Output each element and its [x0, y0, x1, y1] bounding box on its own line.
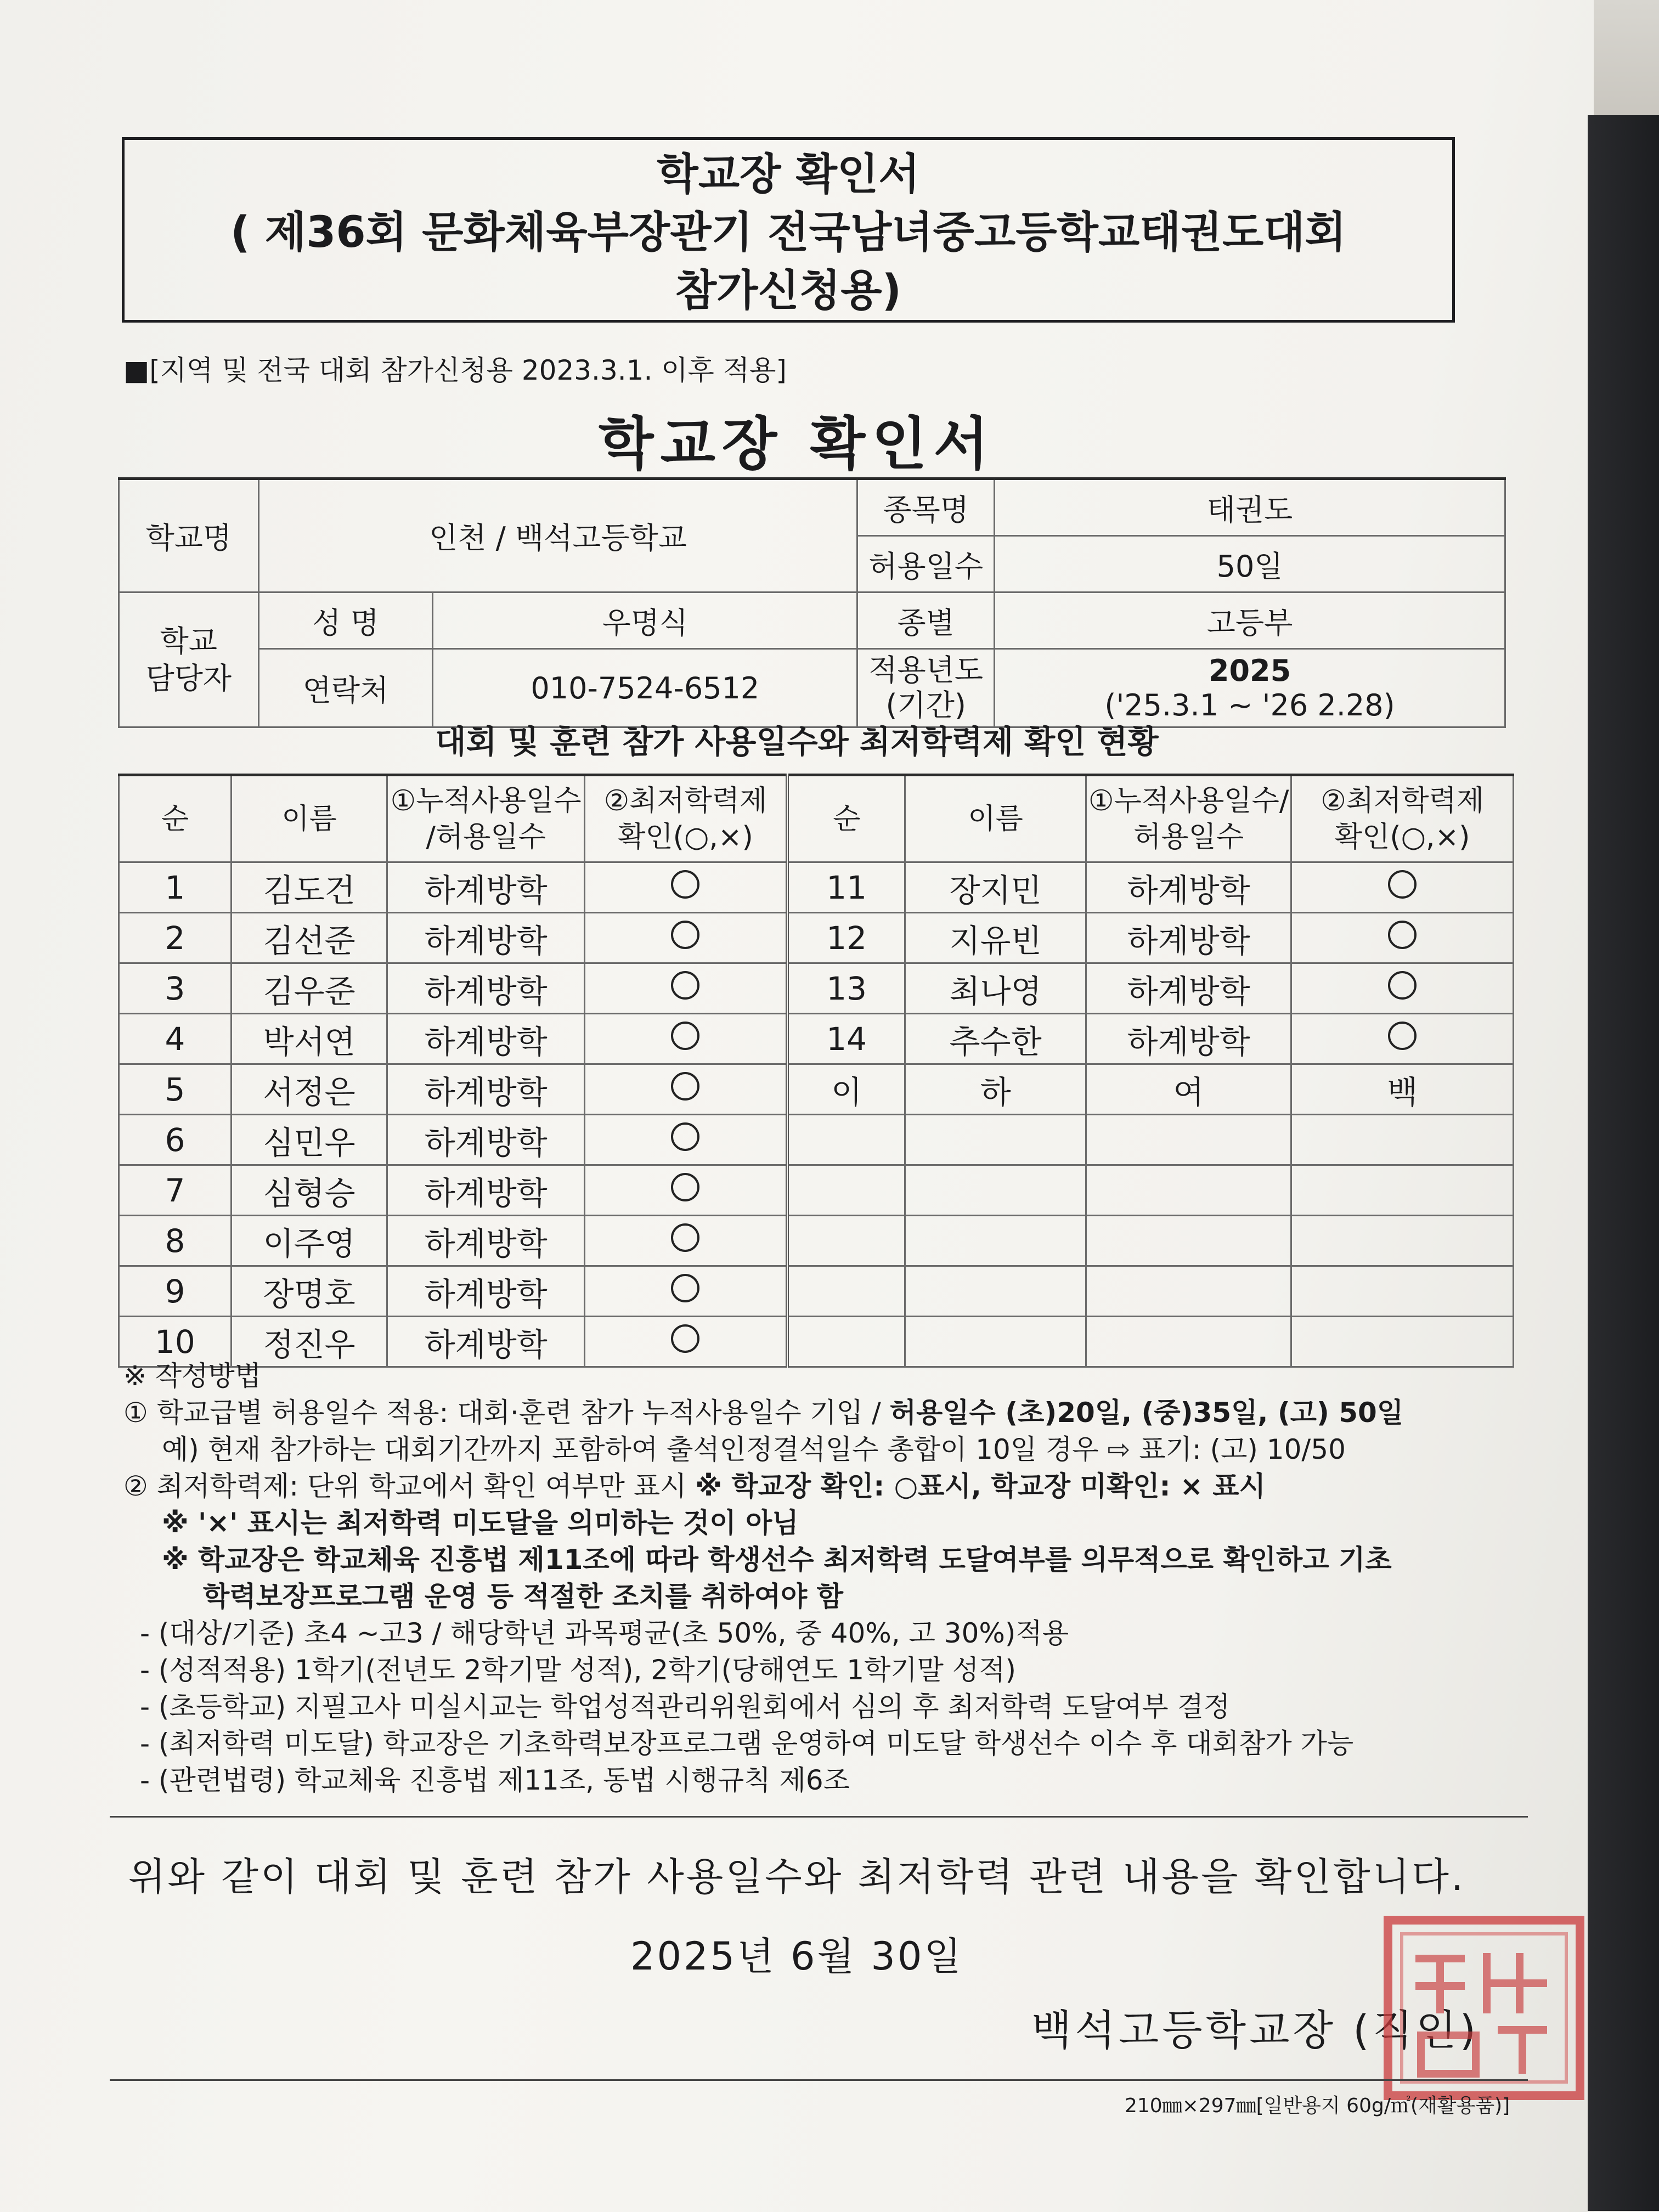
- empty-cell: [787, 1165, 905, 1216]
- row-number: 3: [119, 963, 232, 1014]
- empty-cell: [905, 1216, 1086, 1266]
- usage-days: 하계방학: [387, 963, 585, 1014]
- circle-mark-icon: [1388, 870, 1417, 899]
- year-period: ('25.3.1 ~ '26 2.28): [1104, 688, 1395, 723]
- usage-days: 하계방학: [1086, 913, 1291, 963]
- athlete-name: 정진우: [231, 1317, 387, 1367]
- row-number: 14: [787, 1014, 905, 1064]
- row-number: 2: [119, 913, 232, 963]
- year-label: 적용년도 (기간): [857, 649, 995, 727]
- athlete-name: 장지민: [905, 862, 1086, 913]
- instruction-line: - (성적적용) 1학기(전년도 2학기말 성적), 2학기(당해연도 1학기말 성적): [140, 1654, 1016, 1686]
- year-value: 2025: [1208, 653, 1291, 688]
- academic-check: [584, 1165, 787, 1216]
- circle-mark-icon: [1388, 921, 1417, 949]
- row-number: 12: [787, 913, 905, 963]
- instruction-line: - (관련법령) 학교체육 진흥법 제11조, 동법 시행규칙 제6조: [140, 1764, 850, 1796]
- official-seal-stamp: [1377, 1909, 1591, 2107]
- circle-mark-icon: [1388, 1022, 1417, 1050]
- row-number: 13: [787, 963, 905, 1014]
- empty-cell: [1086, 1216, 1291, 1266]
- athlete-name: 심민우: [231, 1115, 387, 1165]
- table-row: [119, 963, 1514, 1014]
- instructions: [123, 1358, 1528, 1799]
- row-number: 7: [119, 1165, 232, 1216]
- academic-check: [1291, 913, 1514, 963]
- header-box: [122, 137, 1455, 323]
- empty-cell: [1291, 1266, 1514, 1317]
- row-number: 9: [119, 1266, 232, 1317]
- usage-days: 하계방학: [387, 1064, 585, 1115]
- instruction-emphasis: ※ 학교장 확인: ○표시, 학교장 미확인: × 표시: [695, 1470, 1266, 1502]
- academic-check: [584, 862, 787, 913]
- athlete-name: 장명호: [231, 1266, 387, 1317]
- empty-cell: [1086, 1165, 1291, 1216]
- academic-check: [1291, 1014, 1514, 1064]
- applicability-note: ■[지역 및 전국 대회 참가신청용 2023.3.1. 이후 적용]: [123, 354, 787, 386]
- header-days: ①누적사용일수 /허용일수: [387, 775, 585, 862]
- info-table: [118, 477, 1506, 728]
- header-days-right: ①누적사용일수/ 허용일수: [1086, 775, 1291, 862]
- header-no-right: 순: [787, 775, 905, 862]
- instruction-line: ※ '×' 표시는 최저학력 미도달을 의미하는 것이 아님: [162, 1507, 799, 1539]
- row-number: 1: [119, 862, 232, 913]
- athlete-name: 서정은: [231, 1064, 387, 1115]
- table-row: [119, 913, 1514, 963]
- instruction-line: [123, 1468, 1528, 1505]
- header-name: 이름: [231, 775, 387, 862]
- status-subtitle: 대회 및 훈련 참가 사용일수와 최저학력제 확인 현황: [435, 723, 1159, 760]
- athlete-name: 박서연: [231, 1014, 387, 1064]
- row-number: 6: [119, 1115, 232, 1165]
- header-line-3: 참가신청용): [675, 266, 902, 315]
- sport-label: 종목명: [857, 479, 995, 536]
- empty-cell: [787, 1216, 905, 1266]
- usage-days: 하계방학: [1086, 862, 1291, 913]
- usage-days: 하계방학: [387, 862, 585, 913]
- instruction-line: - (대상/기준) 초4 ~고3 / 해당학년 과목평균(초 50%, 중 40%, 고 30%)적용: [140, 1617, 1069, 1649]
- usage-days: 하계방학: [387, 1317, 585, 1367]
- header-line-1: 학교장 확인서: [657, 150, 920, 199]
- athlete-name: 최나영: [905, 963, 1086, 1014]
- blank-marker: 여: [1086, 1064, 1291, 1115]
- usage-days: 하계방학: [387, 1115, 585, 1165]
- table-row: [119, 1115, 1514, 1165]
- row-number: 11: [787, 862, 905, 913]
- athlete-name: 심형승: [231, 1165, 387, 1216]
- athlete-name: 김우준: [231, 963, 387, 1014]
- background-folder-edge: [1588, 115, 1659, 2211]
- academic-check: [584, 1216, 787, 1266]
- table-row: [119, 1216, 1514, 1266]
- blank-marker: 이: [787, 1064, 905, 1115]
- header-no: 순: [119, 775, 232, 862]
- empty-cell: [1291, 1165, 1514, 1216]
- instruction-line: 예) 현재 참가하는 대회기간까지 포함하여 출석인정결석일수 총합이 10일 경우 ⇨ 표기: (고) 10/50: [162, 1434, 1346, 1465]
- instruction-line: [123, 1395, 1528, 1431]
- table-row: [119, 862, 1514, 913]
- circle-mark-icon: [1388, 971, 1417, 1000]
- academic-check: [1291, 862, 1514, 913]
- allowed-days-value: 50일: [995, 536, 1505, 592]
- athlete-name: 김도건: [231, 862, 387, 913]
- divider: [110, 1816, 1528, 1818]
- header-name-right: 이름: [905, 775, 1086, 862]
- academic-check: [584, 1266, 787, 1317]
- academic-check: [584, 1115, 787, 1165]
- instructions-heading: ※ 작성방법: [123, 1360, 261, 1392]
- academic-check: [584, 1064, 787, 1115]
- circle-mark-icon: [671, 1122, 699, 1151]
- academic-check: [584, 963, 787, 1014]
- circle-mark-icon: [671, 1022, 699, 1050]
- instruction-emphasis: 허용일수 (초)20일, (중)35일, (고) 50일: [889, 1397, 1404, 1429]
- blank-marker: 백: [1291, 1064, 1514, 1115]
- circle-mark-icon: [671, 1072, 699, 1101]
- confirmation-date: 2025년 6월 30일: [630, 1934, 964, 1979]
- instruction-line: - (초등학교) 지필고사 미실시교는 학업성적관리위원회에서 심의 후 최저학력 도달여부 결정: [140, 1691, 1231, 1723]
- empty-cell: [787, 1266, 905, 1317]
- empty-cell: [905, 1266, 1086, 1317]
- usage-days: 하계방학: [387, 1014, 585, 1064]
- circle-mark-icon: [671, 870, 699, 899]
- background-surface: [1594, 0, 1659, 115]
- circle-mark-icon: [671, 1223, 699, 1252]
- empty-cell: [1291, 1216, 1514, 1266]
- table-row: [119, 1266, 1514, 1317]
- usage-days: 하계방학: [387, 1165, 585, 1216]
- school-value: 인천 / 백석고등학교: [258, 479, 857, 592]
- sport-value: 태권도: [995, 479, 1505, 536]
- circle-mark-icon: [671, 971, 699, 1000]
- usage-days: 하계방학: [387, 1216, 585, 1266]
- usage-days: 하계방학: [1086, 963, 1291, 1014]
- circle-mark-icon: [671, 921, 699, 949]
- header-check-right: ②최저학력제 확인(○,×): [1291, 775, 1514, 862]
- usage-days: 하계방학: [1086, 1014, 1291, 1064]
- circle-mark-icon: [671, 1173, 699, 1201]
- instruction-line: 학력보장프로그램 운영 등 적절한 조치를 취하여야 함: [203, 1581, 844, 1612]
- table-row: [119, 1064, 1514, 1115]
- blank-marker: 하: [905, 1064, 1086, 1115]
- academic-check: [1291, 963, 1514, 1014]
- contact-label: 연락처: [258, 649, 433, 727]
- manager-label: 학교 담당자: [119, 592, 259, 727]
- athlete-table: [118, 774, 1514, 1368]
- row-number: 5: [119, 1064, 232, 1115]
- athlete-name: 지유빈: [905, 913, 1086, 963]
- athlete-name: 이주영: [231, 1216, 387, 1266]
- empty-cell: [787, 1115, 905, 1165]
- table-header-row: [119, 775, 1514, 862]
- principal-signature: 백석고등학교장 (직인): [1031, 2006, 1480, 2055]
- empty-cell: [905, 1115, 1086, 1165]
- instruction-line: ※ 학교장은 학교체육 진흥법 제11조에 따라 학생선수 최저학력 도달여부를 의무적으로 확인하고 기초: [162, 1544, 1392, 1576]
- name-label: 성 명: [258, 592, 433, 649]
- usage-days: 하계방학: [387, 1266, 585, 1317]
- table-row: [119, 1165, 1514, 1216]
- school-label: 학교명: [119, 479, 259, 592]
- row-number: 4: [119, 1014, 232, 1064]
- usage-days: 하계방학: [387, 913, 585, 963]
- allowed-days-label: 허용일수: [857, 536, 995, 592]
- empty-cell: [1291, 1115, 1514, 1165]
- athlete-name: 추수한: [905, 1014, 1086, 1064]
- circle-mark-icon: [671, 1274, 699, 1302]
- header-check: ②최저학력제 확인(○,×): [584, 775, 787, 862]
- name-value: 우명식: [433, 592, 857, 649]
- academic-check: [584, 1014, 787, 1064]
- bottom-divider: [110, 2079, 1528, 2081]
- instruction-line: - (최저학력 미도달) 학교장은 기초학력보장프로그램 운영하여 미도달 학생선수 이수 후 대회참가 가능: [140, 1728, 1354, 1759]
- athlete-name: 김선준: [231, 913, 387, 963]
- division-value: 고등부: [995, 592, 1505, 649]
- division-label: 종별: [857, 592, 995, 649]
- contact-value: 010-7524-6512: [433, 649, 857, 727]
- table-row: [119, 1014, 1514, 1064]
- confirmation-text: 위와 같이 대회 및 훈련 참가 사용일수와 최저학력 관련 내용을 확인합니다.: [128, 1854, 1466, 1899]
- circle-mark-icon: [671, 1324, 699, 1353]
- empty-cell: [905, 1165, 1086, 1216]
- row-number: 8: [119, 1216, 232, 1266]
- instruction-text: ② 최저학력제: 단위 학교에서 확인 여부만 표시: [123, 1470, 696, 1502]
- paper-spec-footer: 210㎜×297㎜[일반용지 60g/㎡(재활용품)]: [1125, 2095, 1510, 2117]
- row-number: 10: [119, 1317, 232, 1367]
- instruction-text: ① 학교급별 허용일수 적용: 대회·훈련 참가 누적사용일수 기입 /: [123, 1397, 890, 1429]
- academic-check: [584, 913, 787, 963]
- empty-cell: [1086, 1266, 1291, 1317]
- header-line-2: ( 제36회 문화체육부장관기 전국남녀중고등학교태권도대회: [230, 208, 1346, 257]
- page-title: 학교장 확인서: [599, 410, 995, 477]
- empty-cell: [1086, 1115, 1291, 1165]
